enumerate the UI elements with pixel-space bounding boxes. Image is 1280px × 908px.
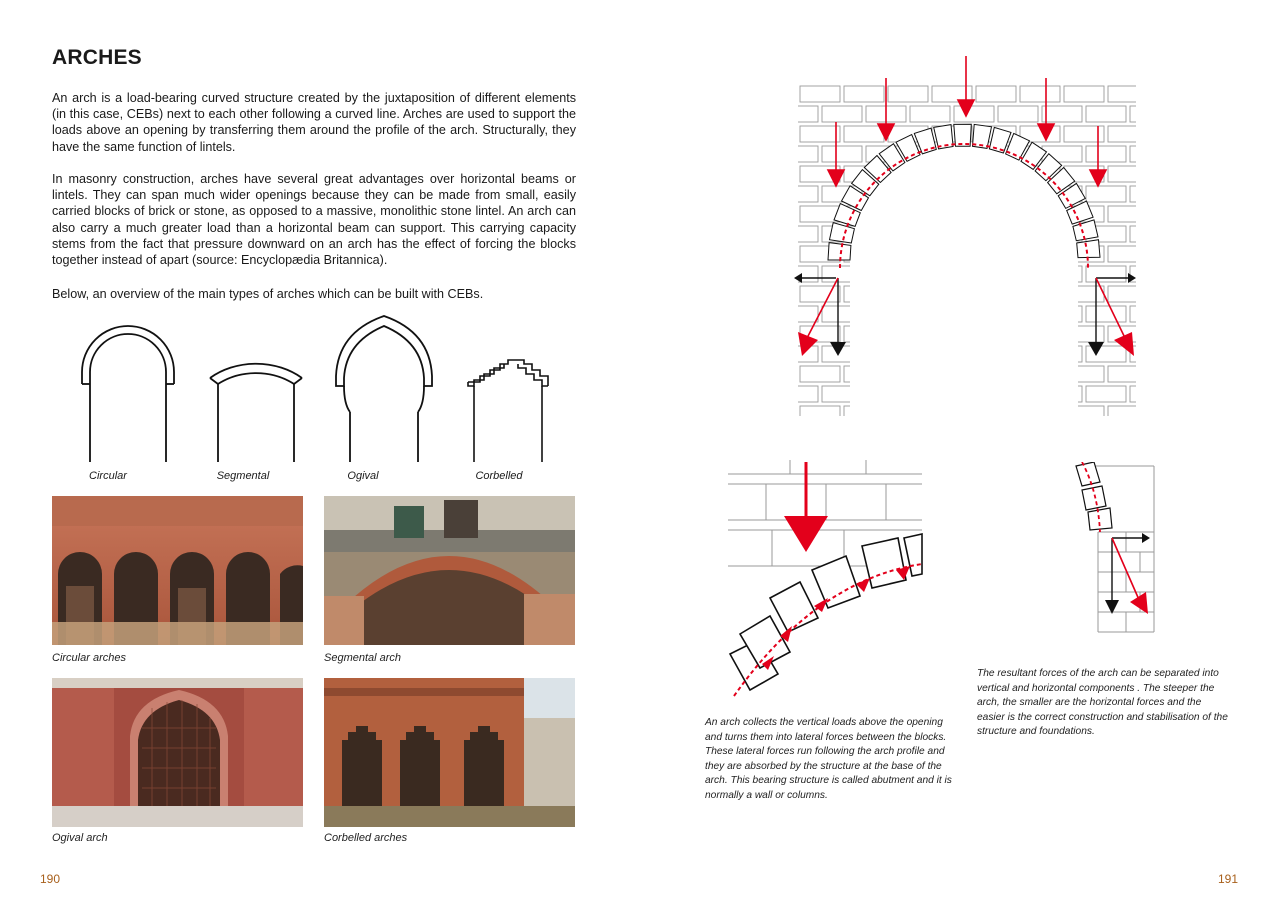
arch-type-label: Circular	[89, 470, 127, 482]
segmental-arch-icon	[210, 364, 302, 462]
wall-brick	[1020, 326, 1060, 342]
wall-brick	[844, 366, 884, 382]
wall-brick	[954, 266, 994, 282]
wall-brick	[976, 366, 1016, 382]
wall-brick	[910, 186, 950, 202]
wall-brick	[1108, 206, 1148, 222]
wall-brick	[1064, 286, 1104, 302]
wall-brick	[976, 166, 1016, 182]
wall-brick	[976, 246, 1016, 262]
corbelled-arches-photo	[324, 678, 575, 827]
intro-paragraph: An arch is a load-bearing curved structure created by the juxtaposition of different elements (in this case, CEBs) next to each other following a curved line. Arches are used to support the loads above an opening by transferring them around the profile of the arch. Structurally, they have the same function of lintels.	[52, 91, 576, 154]
wall-brick	[844, 406, 884, 420]
wall-brick	[998, 306, 1038, 322]
wall-brick	[822, 146, 862, 162]
wall-brick	[1020, 86, 1060, 102]
circular-arches-photo	[52, 496, 303, 645]
wall-brick	[1042, 346, 1082, 362]
wall-brick	[888, 406, 928, 420]
wall-brick	[866, 226, 906, 242]
wall-brick	[932, 286, 972, 302]
wall-brick	[998, 186, 1038, 202]
wall-brick	[1064, 406, 1104, 420]
page-number-left: 190	[40, 872, 61, 886]
wall-brick	[866, 386, 906, 402]
wall-brick	[800, 126, 840, 142]
arch-voussoir	[828, 243, 851, 260]
wall-brick	[888, 366, 928, 382]
wall-brick	[844, 286, 884, 302]
wall-brick	[932, 166, 972, 182]
wall-brick	[998, 266, 1038, 282]
arch-voussoirs	[828, 124, 1100, 260]
ogival-arch-icon	[336, 316, 432, 462]
wall-brick	[998, 226, 1038, 242]
wall-brick	[778, 146, 818, 162]
wall-brick	[954, 106, 994, 122]
abutment-detail-diagram	[1070, 462, 1160, 642]
arch-voussoir	[954, 124, 972, 146]
wall-brick	[778, 306, 818, 322]
wall-brick	[778, 386, 818, 402]
wall-brick	[932, 206, 972, 222]
wall-brick	[932, 366, 972, 382]
page-title: ARCHES	[52, 46, 142, 69]
wall-brick	[888, 206, 928, 222]
photo-caption: Corbelled arches	[324, 832, 408, 844]
page-number-right: 191	[1218, 872, 1239, 886]
ogival-arch-photo	[52, 678, 303, 827]
wall-brick	[1086, 186, 1126, 202]
wall-brick	[800, 406, 840, 420]
wall-brick	[866, 266, 906, 282]
segmental-arch-photo	[324, 496, 575, 645]
circular-arch-icon	[80, 326, 176, 462]
wall-brick	[1064, 326, 1104, 342]
wall-brick	[998, 106, 1038, 122]
wall-brick	[954, 306, 994, 322]
photo-caption: Segmental arch	[324, 652, 402, 664]
wall-brick	[1086, 386, 1126, 402]
wall-brick	[1130, 306, 1170, 322]
wall-brick	[1020, 406, 1060, 420]
arch-type-label: Ogival	[347, 470, 379, 482]
wall-brick	[1130, 346, 1170, 362]
wall-brick	[932, 246, 972, 262]
arch-type-label: Segmental	[216, 470, 270, 482]
wall-brick	[800, 366, 840, 382]
arch-voussoir	[1077, 240, 1100, 258]
wall-brick	[976, 86, 1016, 102]
wall-brick	[910, 306, 950, 322]
wall-brick	[800, 86, 840, 102]
wall-brick	[976, 206, 1016, 222]
wall-brick	[1108, 246, 1148, 262]
wall-brick	[1108, 366, 1148, 382]
wall-brick	[1064, 86, 1104, 102]
wall-brick	[998, 346, 1038, 362]
wall-brick	[888, 246, 928, 262]
wall-brick	[910, 226, 950, 242]
arch-voussoir	[934, 125, 953, 149]
corbelled-arch-icon	[468, 360, 548, 462]
wall-brick	[822, 106, 862, 122]
photo-caption: Ogival arch	[52, 832, 108, 844]
wall-brick	[844, 126, 884, 142]
resultant-forces-note: The resultant forces of the arch can be separated into vertical and horizontal components . The steeper the arch, the smaller are the horizontal forces and the easier is the correct construction and stabilisation of the structure and foundations.	[977, 668, 1228, 737]
wall-brick	[1086, 306, 1126, 322]
wall-brick	[800, 286, 840, 302]
wall-brick	[1108, 286, 1148, 302]
wall-brick	[998, 386, 1038, 402]
arch-load-note: An arch collects the vertical loads above the opening and turns them into lateral forces between the blocks. These lateral forces run following the arch profile and they are absorbed by the structure at the base of the arch. This bearing structure is called abutment and it is normally a wall or columns.	[705, 717, 952, 801]
wall-brick	[932, 326, 972, 342]
wall-brick	[1108, 126, 1148, 142]
wall-brick	[888, 86, 928, 102]
wall-brick	[1042, 386, 1082, 402]
arch-force-diagram	[770, 50, 1170, 420]
wall-brick	[976, 326, 1016, 342]
wall-brick	[976, 286, 1016, 302]
wall-brick	[1130, 226, 1170, 242]
wall-brick	[822, 306, 862, 322]
overview-paragraph: Below, an overview of the main types of arches which can be built with CEBs.	[52, 287, 484, 301]
photo-caption: Circular arches	[52, 652, 126, 664]
wall-brick	[910, 386, 950, 402]
wall-brick	[778, 226, 818, 242]
wall-brick	[822, 386, 862, 402]
wall-brick	[1108, 86, 1148, 102]
wall-brick	[1064, 366, 1104, 382]
wall-brick	[778, 346, 818, 362]
wall-brick	[1130, 386, 1170, 402]
wall-brick	[1020, 206, 1060, 222]
wall-brick	[1130, 266, 1170, 282]
wall-brick	[1020, 366, 1060, 382]
wall-brick	[1130, 186, 1170, 202]
wall-brick	[1108, 406, 1148, 420]
wall-brick	[778, 186, 818, 202]
wall-brick	[778, 106, 818, 122]
wall-brick	[866, 346, 906, 362]
wall-brick	[954, 226, 994, 242]
wall-brick	[910, 106, 950, 122]
wall-brick	[1020, 286, 1060, 302]
wall-brick	[1042, 266, 1082, 282]
wall-brick	[910, 346, 950, 362]
wall-brick	[1130, 146, 1170, 162]
wall-brick	[844, 326, 884, 342]
advantages-paragraph: In masonry construction, arches have several great advantages over horizontal beams or lintels. They can span much wider openings because they can be made from small, easily carried blocks of brick or stone, as opposed to a massive, monolithic stone lintel. An arch can also carry a much greater load than a horizontal beam can support. This carrying capacity stems from the fact that pressure downward on an arch has the effect of forcing the blocks together instead of apart (source: Encyclopædia Britannica).	[52, 172, 576, 268]
wall-brick	[888, 286, 928, 302]
wall-brick	[954, 186, 994, 202]
wall-brick	[976, 406, 1016, 420]
wall-brick	[1042, 106, 1082, 122]
wall-brick	[888, 326, 928, 342]
wall-brick	[822, 266, 862, 282]
wall-brick	[954, 346, 994, 362]
wall-brick	[1042, 306, 1082, 322]
wall-brick	[1108, 166, 1148, 182]
wall-brick	[844, 86, 884, 102]
wall-brick	[954, 386, 994, 402]
arch-type-label: Corbelled	[475, 470, 523, 482]
voussoir-detail-diagram	[726, 460, 926, 700]
arch-types-drawing	[60, 312, 570, 467]
wall-brick	[1086, 146, 1126, 162]
wall-brick	[1086, 266, 1126, 282]
wall-brick	[954, 146, 994, 162]
wall-brick	[1086, 106, 1126, 122]
wall-brick	[866, 306, 906, 322]
wall-brick	[1130, 106, 1170, 122]
wall-brick	[1020, 246, 1060, 262]
wall-brick	[932, 406, 972, 420]
wall-brick	[910, 266, 950, 282]
